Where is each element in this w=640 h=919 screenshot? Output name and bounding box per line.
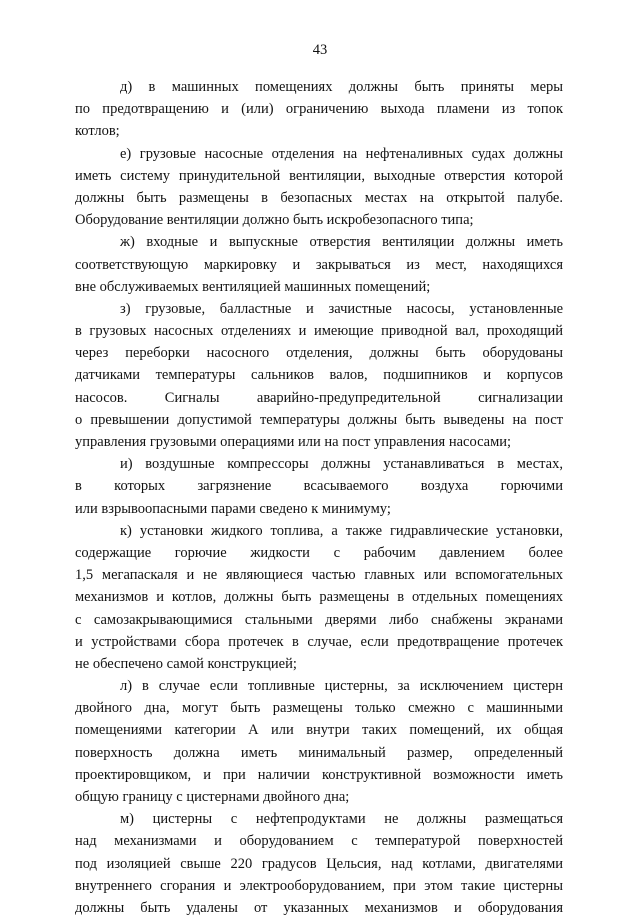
paragraph-line: в грузовых насосных отделениях и имеющие приводной вал, проходящий [75,323,563,340]
paragraph-line: двойного дна, могут быть размещены только смежно с машинными [75,700,563,717]
paragraph-line: о превышении допустимой температуры должны быть выведены на пост [75,411,563,428]
paragraph-line: внутреннего сгорания и электрооборудованием, при этом такие цистерны [75,877,563,894]
paragraph-line: к) установки жидкого топлива, а также гидравлические установки, [120,522,563,539]
paragraph-line: механизмов и котлов, должны быть размещены в отдельных помещениях [75,589,563,606]
paragraph-line: поверхность должна иметь минимальный размер, определенный [75,744,563,761]
paragraph-line: м) цистерны с нефтепродуктами не должны размещаться [120,811,563,828]
paragraph-line: иметь систему принудительной вентиляции, выходные отверстия которой [75,167,563,184]
paragraph-line: насосов. Сигналы аварийно-предупредительной сигнализации [75,389,563,406]
paragraph [75,143,563,232]
paragraph-line: д) в машинных помещениях должны быть приняты меры [120,79,563,95]
paragraph-line: и устройствами сбора протечек в случае, если предотвращение протечек [75,633,563,650]
paragraph-line: управления грузовыми операциями или на пост управления насосами; [75,434,512,450]
paragraph-line: над механизмами и оборудованием с температурой поверхностей [75,833,563,850]
paragraph [75,520,563,675]
paragraph-line: л) в случае если топливные цистерны, за исключением цистерн [120,678,563,695]
paragraph-line: Оборудование вентиляции должно быть искробезопасного типа; [75,212,474,229]
paragraph-line: и) воздушные компрессоры должны устанавливаться в местах, [120,456,563,473]
paragraph-line: 1,5 мегапаскаля и не являющиеся частью главных или вспомогательных [75,567,563,584]
paragraph [75,808,563,919]
paragraph-line: или взрывоопасными парами сведено к минимуму; [75,500,391,517]
document-body [75,76,563,919]
paragraph [75,453,563,520]
paragraph-line: через переборки насосного отделения, должны быть оборудованы [75,345,563,362]
paragraph-line: вне обслуживаемых вентиляцией машинных помещений; [75,278,431,295]
paragraph [75,76,563,143]
paragraph [75,298,563,453]
paragraph [75,675,563,808]
paragraph [75,231,563,298]
paragraph-line: з) грузовые, балластные и зачистные насосы, установленные [120,300,563,317]
paragraph-line: датчиками температуры сальников валов, подшипников и корпусов [75,367,563,384]
paragraph-line: помещениями категории А или внутри таких помещений, их общая [75,722,563,739]
page-number: 43 [312,42,328,58]
paragraph-line: ж) входные и выпускные отверстия вентиляции должны иметь [120,234,563,251]
paragraph-line: соответствующую маркировку и закрываться из мест, находящихся [75,256,563,273]
paragraph-line: в которых загрязнение всасываемого воздуха горючими [75,478,563,495]
paragraph-line: не обеспечено самой конструкцией; [75,655,297,672]
paragraph-line: под изоляцией свыше 220 градусов Цельсия, над котлами, двигателями [75,855,563,872]
paragraph-line: общую границу с цистернами двойного дна; [75,789,350,805]
paragraph-line: должны быть удалены от указанных механизмов и оборудования [75,899,563,916]
paragraph-line: е) грузовые насосные отделения на нефтеналивных судах должны [120,145,563,162]
paragraph-line: по предотвращению и (или) ограничению выхода пламени из топок [75,101,563,118]
paragraph-line: содержащие горючие жидкости с рабочим давлением более [75,544,563,561]
paragraph-line: с самозакрывающимися стальными дверями либо снабжены экранами [75,611,563,628]
paragraph-line: должны быть размещены в безопасных местах на открытой палубе. [75,189,563,206]
paragraph-line: проектировщиком, и при наличии конструктивной возможности иметь [75,766,563,783]
paragraph-line: котлов; [75,123,120,140]
